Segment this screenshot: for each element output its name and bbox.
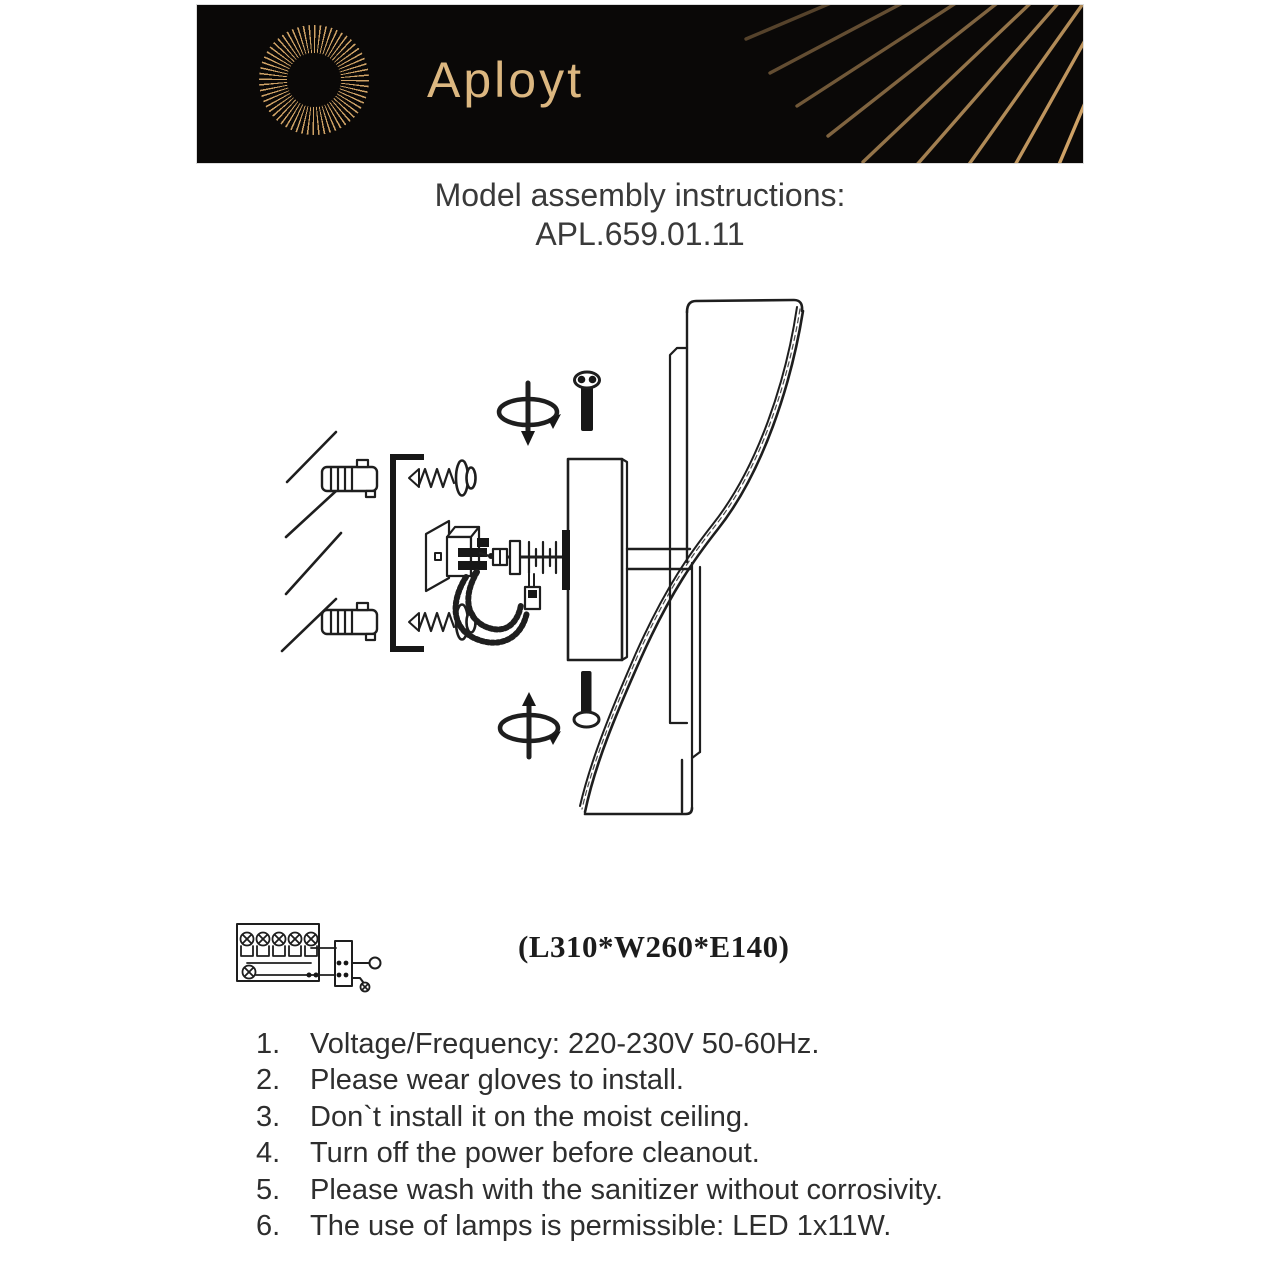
dimensions-label: (L310*W260*E140)	[518, 929, 790, 964]
instruction-number: 6.	[256, 1210, 281, 1243]
instruction-number: 3.	[256, 1100, 281, 1133]
machine-screw-bottom-icon	[574, 671, 599, 727]
title-line1: Model assembly instructions:	[434, 177, 846, 213]
instruction-item	[256, 1063, 1136, 1100]
rotation-arrow-bottom-icon	[500, 692, 561, 757]
rotation-arrow-top-icon	[499, 383, 561, 446]
wall-anchor-top-icon	[322, 460, 377, 497]
wall-plate	[426, 521, 449, 591]
instruction-item	[256, 1026, 1136, 1063]
junction-box	[447, 527, 494, 576]
machine-screw-top-icon	[575, 372, 600, 431]
instruction-text: The use of lamps is permissible: LED 1x11W.	[310, 1210, 892, 1243]
instruction-number: 5.	[256, 1173, 281, 1206]
wall-anchor-bottom-icon	[322, 603, 377, 640]
instruction-number: 1.	[256, 1027, 281, 1060]
instruction-item	[256, 1172, 1136, 1209]
instruction-text: Voltage/Frequency: 220-230V 50-60Hz.	[310, 1027, 820, 1060]
instructions-list	[256, 1026, 1136, 1245]
instruction-text: Please wear gloves to install.	[310, 1064, 684, 1097]
instruction-text: Please wash with the sanitizer without corrosivity.	[310, 1173, 943, 1206]
brand-name: Aployt	[427, 52, 584, 108]
instruction-number: 4.	[256, 1137, 281, 1170]
tapping-screw-top-icon	[409, 461, 476, 496]
title-line2-model-code: APL.659.01.11	[535, 216, 745, 252]
instruction-text: Don`t install it on the moist ceiling.	[310, 1100, 751, 1133]
instruction-item	[256, 1209, 1136, 1246]
instruction-number: 2.	[256, 1064, 281, 1097]
instruction-item	[256, 1099, 1136, 1136]
threaded-rod	[493, 541, 564, 609]
instruction-item	[256, 1136, 1136, 1173]
instruction-text: Turn off the power before cleanout.	[310, 1137, 760, 1170]
wiring-schematic	[237, 924, 381, 992]
